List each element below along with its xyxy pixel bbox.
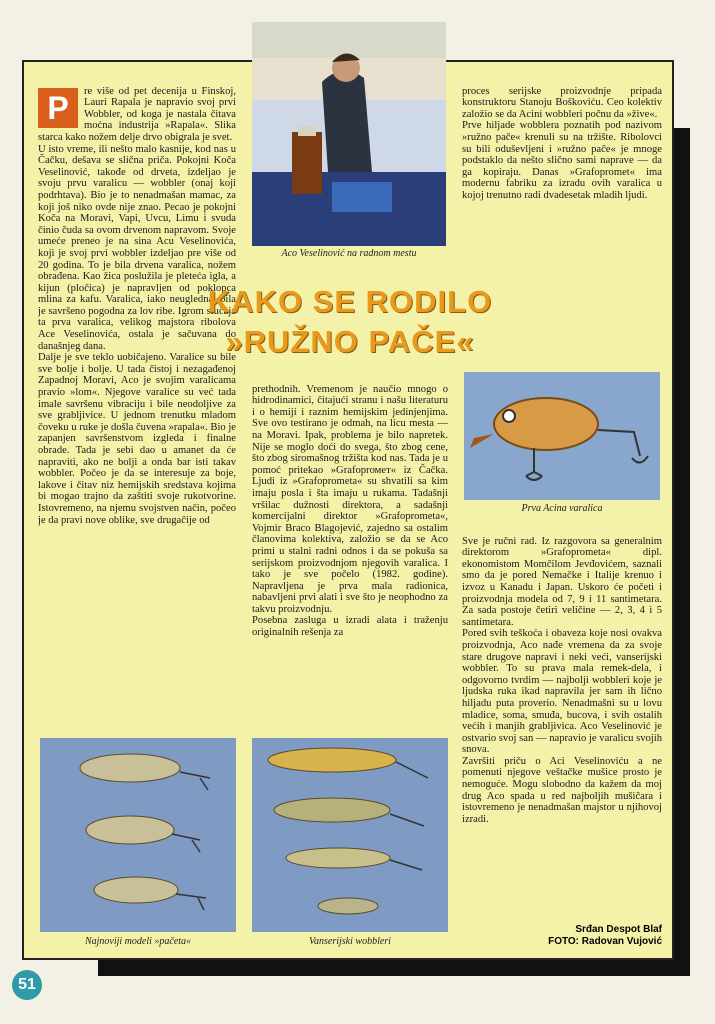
newest-lures-illustration [40, 738, 236, 932]
page-number: 51 [12, 970, 42, 1000]
drop-cap: P [38, 88, 78, 128]
lure-illustration [464, 372, 660, 500]
first-lure-caption: Prva Acina varalica [521, 503, 603, 514]
article-column-3-top [462, 74, 662, 270]
column-3-bottom-text: Sve je ručni rad. Iz razgovora sa generalnim direktorom »Grafoprometa« dipl. ekonomistom Momčilom Jevđovićem, saznali smo da je pored Nemačke i Italije krenuo i izvoz u Kanadu i Japan. Uskoro će početi i proizvodnja modela od 7, 9 i 11 santimetara. Za sada postoje četiri veličine — 2, 3, 4 i 5 santimetara. Pored svih teškoća i obaveza koje nosi ovakva proizvodnja, Aco nađe vremena da za svoje stare drugove napravi i neki veći, vanserijski wobbler. To su prava mala remek-dela, i odgovorno tvrdim — najbolji wobbleri koje je ljudska ruka ikad napravila jer sam ih lično hiljadu puta proverio. Nenadmašni su u lovu mladice, soma, smuđa, bucova, i svih ostalih većih i manjih grabljivica. Aco Veselinović je ostvario svoj san — napravio je varalicu svojih snova. Završiti priču o Aci Veselinoviću a ne pomenuti njegove veštačke mušice prosto je nemoguće. Mogu slobodno da kažem da moj drug Aco spada u red najboljih mušičara i istovremeno je nenadmašan majstor u njihovoj izradi. [462, 535, 662, 825]
custom-wobblers-photo [252, 738, 448, 932]
column-1-text: re više od pet decenija u Finskoj, Lauri Rapala je napravio svoj prvi Wobbler, od koga je nastala čitava moćna industrija »Rapala«. Slika starca kako nožem delje drvo obigrala je svet. U isto vreme, ili nešto malo kasnije, kod nas u Čačku, dešava se slična priča. Pokojni Koča Veselinović, takođe od drveta, izdeljao je svoju prvu varalicu — wobbler (onaj koji podrhtava). Bio je to nenadmašan mamac, za koji još niko ovde nije znao. Pecao je pokojni Koča na Moravi, Vapi, Uvcu, Limu i svuda činio čuda sa ovom drvenom napravom. Svoje umeće preneo je na sina Acu Veselinovića, koji je svoj prvi wobbler izdeljao pre više od 20 godina. To je bila drvena varalica, nožem obrađena. Kao žica poslužila je pletećа igla, a kijun (pločica) je napravljen od poklopca mlina za kafu. Varalica, iako neugledna, bila je savršeno pogodna za lov ribe. Igrom slučaja ta prva varalica, velikog majstora ribolova Ace Veselinovića, ostala je sačuvana do današnjeg dana. Dalje je sve teklo uobičajeno. Varalice su bile sve bolje i bolje. U tada čistoj i nezagađenoj Zapadnoj Moravi, Aco je svojim varalicama pravio »lom«. Njegove varalice su već tada imale savršenu vibraciju i bile neodoljive za sve grabljivice. U jednom trenutku mladom čoveku u ruke je došla čuvena »rapala«. Bio je zapanjen savršenstvom izgleda i finalne obrade. Tada je sebi dao u amanet da će napraviti, ako ne bolji a onda bar isti takav wobbler. Počeo je da se interesuje za boje, lakove i čitav niz hemijskih sredstava kojima bi mogao trajno da zaštiti svoje rukotvorine. Istovremeno, na njemu svojstven način, počeo je da pravi nove oblike, sve drugačije od [38, 85, 236, 526]
article-column-1 [38, 74, 236, 722]
newest-models-photo [40, 738, 236, 932]
photo-credit: FOTO: Radovan Vujović [548, 936, 662, 947]
article-column-3-bottom [462, 524, 662, 926]
article-credits [462, 924, 662, 948]
headline-line-1: KAKO SE RODILO [207, 284, 493, 319]
custom-wobblers-caption: Vanserijski wobbleri [309, 936, 391, 947]
workshop-illustration [252, 22, 446, 246]
custom-lures-illustration [252, 738, 448, 932]
workshop-caption: Aco Veselinović na radnom mestu [281, 248, 417, 259]
author-credit: Srđan Despot Blaf [575, 924, 662, 935]
workshop-photo [252, 22, 446, 246]
newest-models-caption: Najnoviji modeli »pačeta« [84, 936, 192, 947]
article-column-2 [252, 372, 448, 730]
headline-line-2: »RUŽNO PAČE« [225, 324, 475, 359]
column-3-top-text: proces serijske proizvodnje pripada konstruktoru Stanoju Boškoviću. Ceo kolektiv založio se da Acini wobbleri počnu da »žive«. Prve hiljade wobblera poznatih pod nazivom »ružno pače« krenuli su na tržište. Ribolovci su bili oduševljeni i »ružno pače« je mnoge podstaklo da nešto slično sami naprave — da ga kopiraju. Danas »Grafopromet« ima modernu fabriku za izradu ovih varalica u kojoj trenutno radi dvadesetak mladih ljudi. [462, 85, 662, 201]
column-2-text: prethodnih. Vremenom je naučio mnogo o hidrodinamici, čitajući stranu i našu literaturu i o hemiji i raznim hemijskim jedinjenjima. Sve ovo testirano je odmah, na licu mesta — na Moravi. Ipak, problema je bilo napretek. Nije se moglo doći do svega, što zbog cene, što zbog siromašnog tržišta kod nas. Tada je u pomoć pritekao »Grafoprомет« iz Čačka. Ljudi iz »Grafoprometa« su shvatili sa kim imaju posla i šta imaju u rukama. Tadašnji vršilac dužnosti direktora, a sadašnji komercijalni direktor »Grafoprometa«, Vojmir Braco Blagojević, zajedno sa ostalim članovima kolektiva, založio se da se Aco primi u stalni radni odnos i da se pokuša sa serijskom proizvodnjom njegovih varalica. I tako je sve počelo (1982. godine). Napravljena je prva mala radionica, nabavljeni prvi alati i sve što je neophodno za takvu proizvodnju. Posebna zasluga u izradi alata i traženju originalnih rešenja za [252, 383, 448, 639]
first-lure-photo [464, 372, 660, 500]
